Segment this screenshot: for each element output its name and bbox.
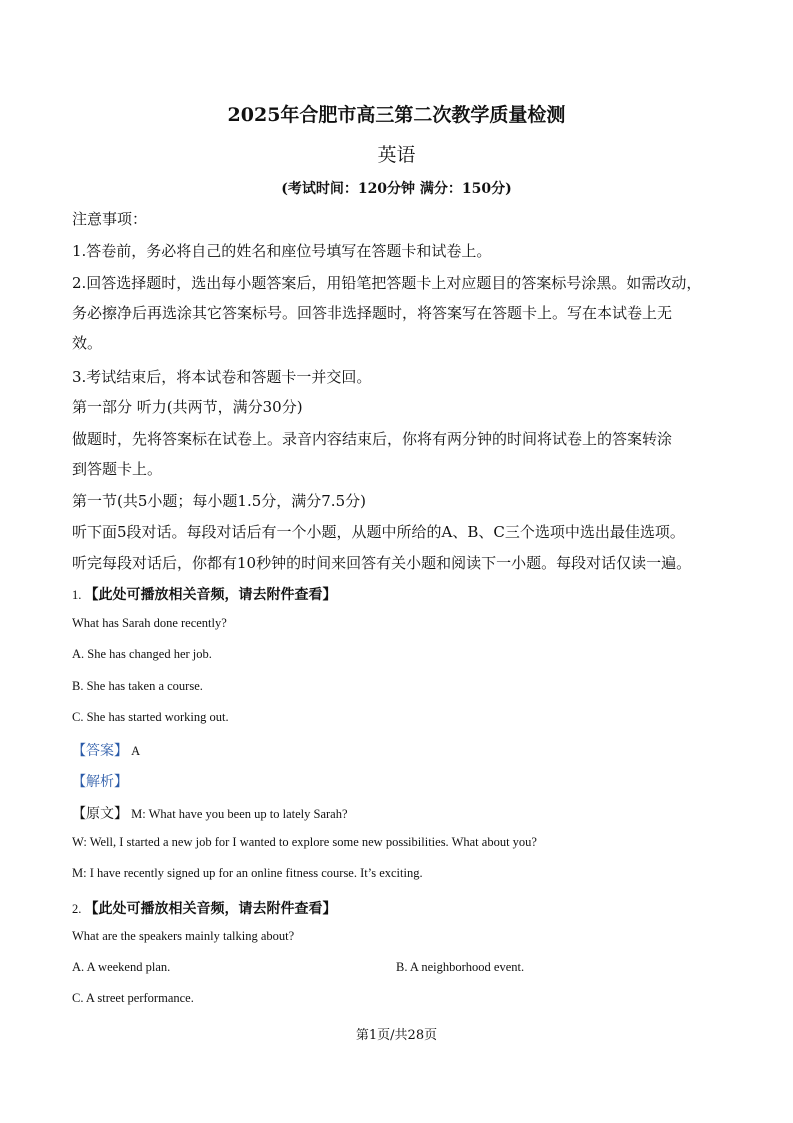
notice-item-3: 3.考试结束后，将本试卷和答题卡一并交回。 [72, 368, 372, 386]
notice-item-1: 1.答卷前，务必将自己的姓名和座位号填写在答题卡和试卷上。 [72, 242, 492, 260]
q1-header [72, 584, 337, 604]
q2-option-c: C. A street performance. [72, 991, 194, 1005]
answer-tag: 【答案】 [72, 744, 128, 759]
q2-audio-note[interactable]: 【此处可播放相关音频，请去附件查看】 [84, 901, 337, 917]
q1-answer-line [72, 740, 140, 760]
q1-option-a: A. She has changed her job. [72, 647, 212, 661]
part1-intro-line-1: 做题时，先将答案标在试卷上。录音内容结束后，你将有两分钟的时间将试卷上的答案转涂 [72, 430, 673, 448]
q2-question: What are the speakers mainly talking about? [72, 929, 295, 943]
q1-option-c: C. She has started working out. [72, 710, 229, 724]
source-tag: 【原文】 [72, 806, 128, 822]
q2-option-a: A. A weekend plan. [72, 960, 171, 974]
notice-item-2-line-3: 效。 [72, 334, 103, 352]
q1-option-b: B. She has taken a course. [72, 679, 203, 693]
q1-answer: A [131, 744, 141, 758]
notice-heading: 注意事项： [72, 210, 148, 228]
section1-line-1: 听下面5段对话。每段对话后有一个小题，从题中所给的A、B、C三个选项中选出最佳选项。 [72, 523, 685, 541]
q1-audio-note[interactable]: 【此处可播放相关音频，请去附件查看】 [84, 587, 337, 603]
q1-number: 1. [72, 588, 82, 602]
section1-heading: 第一节(共5小题；每小题1.5分，满分7.5分) [72, 492, 366, 510]
q1-question: What has Sarah done recently? [72, 616, 227, 630]
part1-intro-line-2: 到答题卡上。 [72, 460, 163, 478]
exam-time-info: (考试时间：120分钟 满分：150分) [281, 181, 512, 197]
q1-source-text-1: M: What have you been up to lately Sarah? [131, 807, 348, 821]
subject-title: 英语 [377, 144, 416, 166]
notice-item-2-line-1: 2.回答选择题时，选出每小题答案后，用铅笔把答题卡上对应题目的答案标号涂黑。如需改动， [72, 274, 702, 292]
page-footer: 第1页/共28页 [355, 1028, 438, 1043]
q1-source-line-2: W: Well, I started a new job for I wanted to explore some new possibilities. What about you? [72, 835, 537, 849]
q2-number: 2. [72, 902, 82, 916]
analysis-tag: 【解析】 [72, 774, 128, 790]
part1-heading: 第一部分 听力(共两节，满分30分) [72, 398, 303, 416]
q1-source-line-3: M: I have recently signed up for an online fitness course. It’s exciting. [72, 866, 423, 880]
section1-line-2: 听完每段对话后，你都有10秒钟的时间来回答有关小题和阅读下一小题。每段对话仅读一遍。 [72, 554, 692, 572]
notice-item-2-line-2: 务必擦净后再选涂其它答案标号。回答非选择题时，将答案写在答题卡上。写在本试卷上无 [72, 304, 673, 322]
q2-option-b: B. A neighborhood event. [396, 960, 525, 974]
q1-source-line-1 [72, 803, 348, 823]
q2-header [72, 898, 337, 918]
exam-title: 2025年合肥市高三第二次教学质量检测 [227, 104, 566, 126]
